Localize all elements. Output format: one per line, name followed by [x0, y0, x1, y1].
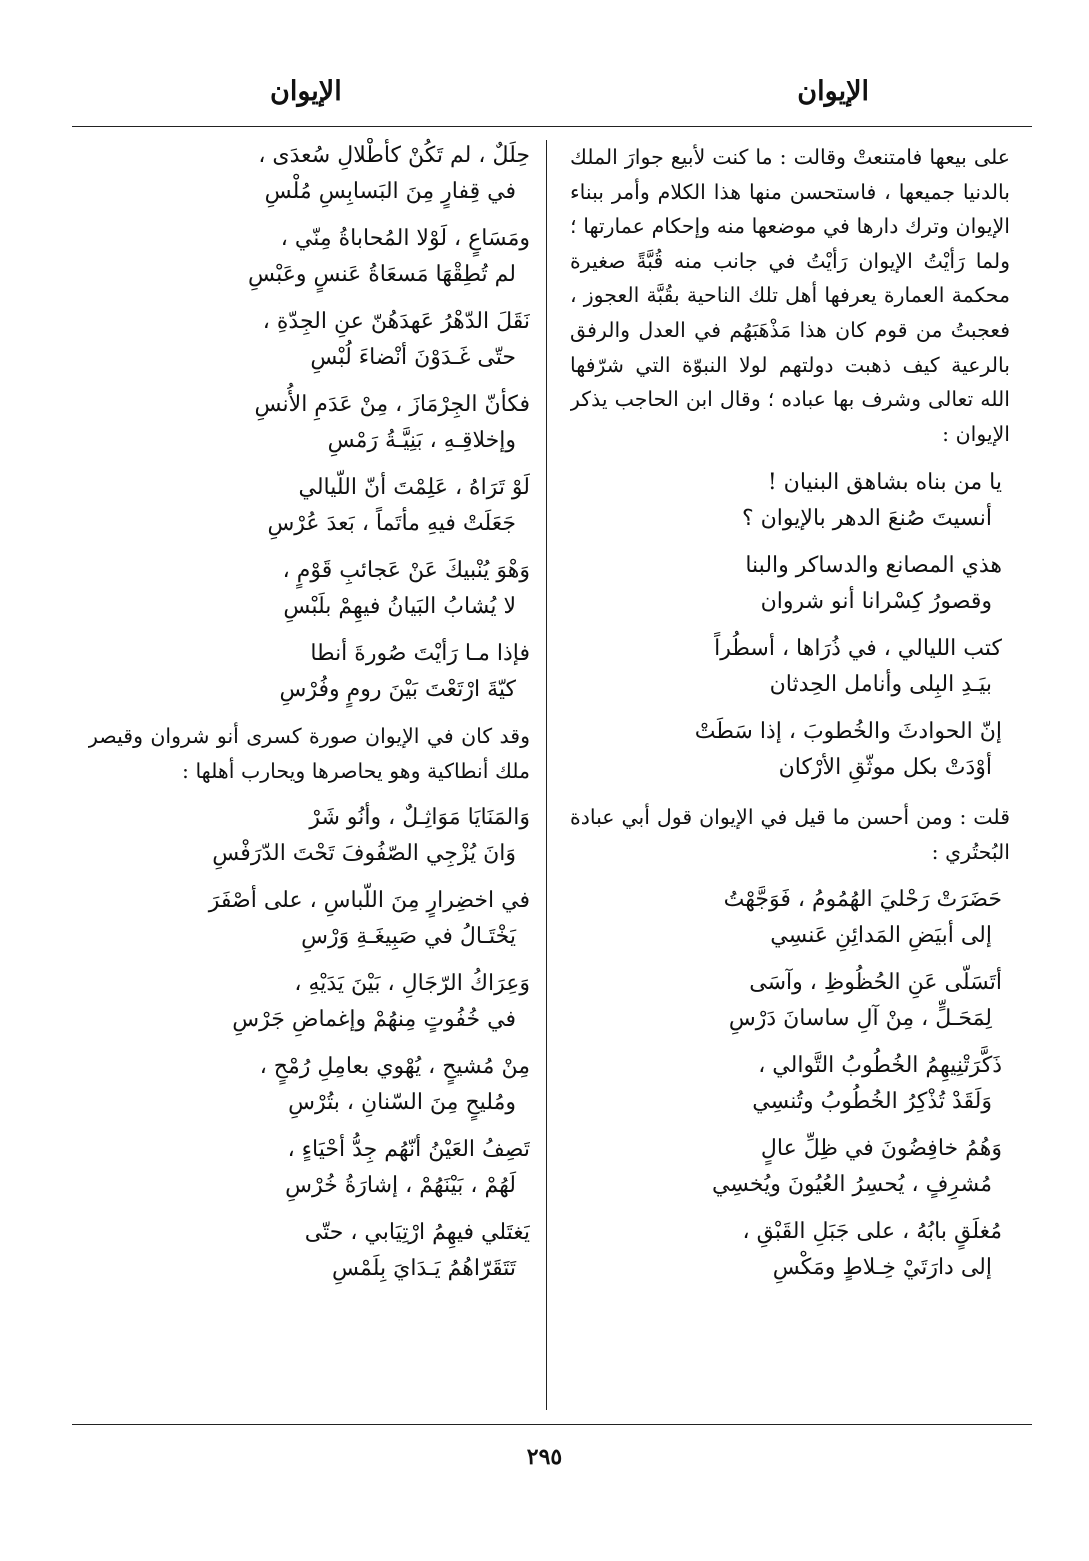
verse-first-hemistich: وَهْوَ يُنْبيكَ عَنْ عَجائبِ قَوْمٍ ، — [282, 558, 530, 583]
verse-first-hemistich: حَضَرَتْ رَحْليَ الهُمُومُ ، فَوَجَّهْتُ — [723, 886, 1002, 912]
verse — [88, 1049, 530, 1121]
verse-block — [570, 465, 1010, 786]
verse — [88, 304, 530, 376]
prose-paragraph: وقد كان في الإيوان صورة كسرى أنو شروان وقيصر ملك أنطاكية وهو يحاصرها ويحارب أهلها : — [88, 724, 530, 783]
verse-first-hemistich: ذَكَّرَتْنِيهِمُ الخُطُوبُ التَّوالي ، — [758, 1052, 1002, 1078]
verse — [88, 470, 530, 542]
verse-second-hemistich: وَانَ يُزْجِي الصّفُوفَ تَحْتَ الدّرَفْسِ — [212, 841, 516, 867]
verse — [88, 138, 530, 210]
verse-second-hemistich: إلى دارَتَيْ خِـلاطٍ ومَكْسِ — [772, 1254, 992, 1280]
verse-first-hemistich: في اخضِرارٍ مِنَ اللّباسِ ، على أصْفَرَ — [208, 888, 530, 914]
verse — [570, 1131, 1010, 1203]
top-rule — [72, 126, 1032, 127]
verse-second-hemistich: كيّةَ ارْتَعْتَ بَيْنَ رومٍ وفُرْسِ — [279, 677, 516, 702]
verse-first-hemistich: حِلَلٌ ، لم تَكُنْ كأطْلالِ سُعدَى ، — [258, 143, 530, 168]
verse — [570, 1048, 1010, 1120]
running-header — [0, 72, 1089, 112]
header-title-right: الإيوان — [797, 76, 869, 107]
verse — [570, 882, 1010, 954]
header-title-left: الإيوان — [270, 76, 342, 107]
verse-first-hemistich: هذي المصانع والدساكر والبنا — [745, 553, 1002, 579]
verse-second-hemistich: ومُليحٍ مِنَ السّنانِ ، بتُرْسِ — [288, 1090, 516, 1116]
prose-paragraph: قلت : ومن أحسن ما قيل في الإيوان قول أبي عبادة البُحتُري : — [570, 805, 1010, 864]
verse-second-hemistich: يَخْتَـالُ في صَبِيغَـةِ وَرْسِ — [301, 924, 516, 950]
verse — [570, 465, 1010, 537]
verse-first-hemistich: لَوْ تَرَاهُ ، عَلِمْتَ أنّ اللّيالي — [298, 475, 530, 500]
verse-first-hemistich: فإذا مـا رَأيْتَ صُورةَ أنطا — [310, 641, 530, 666]
right-column — [570, 138, 1010, 1418]
verse-first-hemistich: يَغتَلي فيهِمُ ارْتِيَابي ، حتّى — [304, 1220, 530, 1246]
verse-first-hemistich: أتَسَلّى عَنِ الحُظُوظِ ، وآسَى — [749, 969, 1002, 995]
verse-first-hemistich: وَعِرَاكُ الرّجَالِ ، بَيْنَ يَدَيْهِ ، — [294, 971, 530, 997]
verse-second-hemistich: أوْدَتْ بكل موثّقِ الأرْكان — [778, 755, 992, 781]
verse — [570, 714, 1010, 786]
verse — [88, 1215, 530, 1287]
verse-second-hemistich: مُشرِفٍ ، يُحسِرُ العُيُونَ ويُخسِي — [711, 1171, 992, 1197]
verse-second-hemistich: لم تُطِقْهَا مَسعَاةُ عَنسٍ وعَبْسِ — [248, 262, 516, 287]
verse-first-hemistich: مُغلَقٍ بابُهُ ، على جَبَلِ القَبْقِ ، — [742, 1218, 1002, 1244]
verse — [88, 553, 530, 625]
verse-block — [570, 882, 1010, 1286]
verse-first-hemistich: ومَسَاعٍ ، لَوْلا المُحاباةُ مِنّي ، — [280, 226, 530, 251]
verse-first-hemistich: كتب الليالي ، في ذُرَاها ، أسطُراً — [714, 636, 1002, 662]
verse-second-hemistich: لَهُمْ ، بَيْنَهُمْ ، إشارَةُ خُرْسِ — [285, 1173, 516, 1199]
verse-first-hemistich: وَالمَنَايَا مَوَاثِـلٌ ، وأنُو شَرْ — [309, 805, 530, 831]
prose-paragraph: على بيعها فامتنعتْ وقالت : ما كنت لأبيع جوارَ الملك بالدنيا جميعها ، فاستحسن منها هذا الكلام وأمر ببناء الإيوان وترك دارها في موضعها منه وإحكام عمارتها ؛ ولما رَأيْتُ الإيوان رَأيْتُ في جانب منه قُبَّةً صغيرة محكمة العمارة يعرفها أهل تلك الناحية بقُبَّة العجوز ، فعجبتُ من قوم كان هذا مَذْهَبَهُم في العدل والرفق بالرعية كيف ذهبت دولتهم لولا النبوّة التي شرّفها الله تعالى وشرف بها عباده ؛ وقال ابن الحاجب يذكر الإيوان : — [570, 145, 1010, 446]
verse — [570, 548, 1010, 620]
verse-block — [88, 138, 530, 708]
verse-second-hemistich: بيَـدِ البِلى وأنامل الحِدثان — [769, 672, 992, 698]
verse — [88, 966, 530, 1038]
bottom-rule — [72, 1424, 1032, 1425]
verse-first-hemistich: إنّ الحوادثَ والخُطوبَ ، إذا سَطَتْ — [694, 719, 1002, 745]
verse-second-hemistich: وإخلاقِـهِ ، بَنِيَّـةُ رَمْسِ — [327, 428, 516, 453]
verse — [570, 631, 1010, 703]
left-column — [88, 138, 530, 1418]
verse-second-hemistich: وقصورُ كِسْرانا أنو شروان — [760, 589, 992, 615]
verse — [88, 1132, 530, 1204]
verse-second-hemistich: في قِفارٍ مِنَ البَسابِسِ مُلْسِ — [264, 179, 516, 204]
verse — [88, 636, 530, 708]
verse — [88, 883, 530, 955]
verse-second-hemistich: في خُفُوتٍ مِنهُمْ وإغماضِ جَرْسِ — [232, 1007, 516, 1033]
verse-second-hemistich: حتّى غَـدَوْنَ أنْضاءَ لُبْسِ — [310, 345, 516, 370]
verse — [88, 387, 530, 459]
verse-first-hemistich: تَصِفُ العَيْنُ أنّهُم جِدُّ أحْيَاءٍ ، — [287, 1137, 530, 1163]
verse-first-hemistich: يا من بناه بشاهق البنيان ! — [767, 470, 1002, 496]
column-divider — [546, 140, 547, 1410]
verse-block — [88, 800, 530, 1287]
verse-second-hemistich: تَتَقَرّاهُمُ يَـدَايَ بِلَمْسِ — [332, 1256, 516, 1282]
verse-second-hemistich: لا يُشابُ البَيانُ فيهِمْ بلَبْسِ — [283, 594, 516, 619]
verse-second-hemistich: إلى أبيَضِ المَدائِنِ عَنسِي — [770, 922, 992, 948]
verse-second-hemistich: أنسيتَ صُنعَ الدهر بالإيوان ؟ — [741, 506, 992, 532]
verse-first-hemistich: نَقَلَ الدّهْرُ عَهدَهُنّ عنِ الجِدّةِ ، — [262, 309, 530, 334]
verse-second-hemistich: وَلَقَدْ تُذْكِرُ الخُطُوبُ وتُنسِي — [752, 1088, 992, 1114]
verse — [88, 800, 530, 872]
verse — [570, 1214, 1010, 1286]
verse-first-hemistich: فكأنّ الجِرْمَازَ ، مِنْ عَدَمِ الأُنسِ — [254, 392, 530, 417]
page-number: ٢٩٥ — [526, 1444, 563, 1470]
verse — [570, 965, 1010, 1037]
verse — [88, 221, 530, 293]
verse-first-hemistich: وَهُمُ خافِضُونَ في ظِلِّ عالٍ — [760, 1135, 1002, 1161]
verse-first-hemistich: مِنْ مُشيحٍ ، يُهْوي بعامِلِ رُمْحٍ ، — [259, 1054, 530, 1080]
verse-second-hemistich: لِمَحَـلٍّ ، مِنْ آلِ ساسانَ دَرْسِ — [728, 1005, 992, 1031]
verse-second-hemistich: جَعَلَتْ فيهِ مأتَماً ، بَعدَ عُرْسِ — [267, 511, 516, 536]
